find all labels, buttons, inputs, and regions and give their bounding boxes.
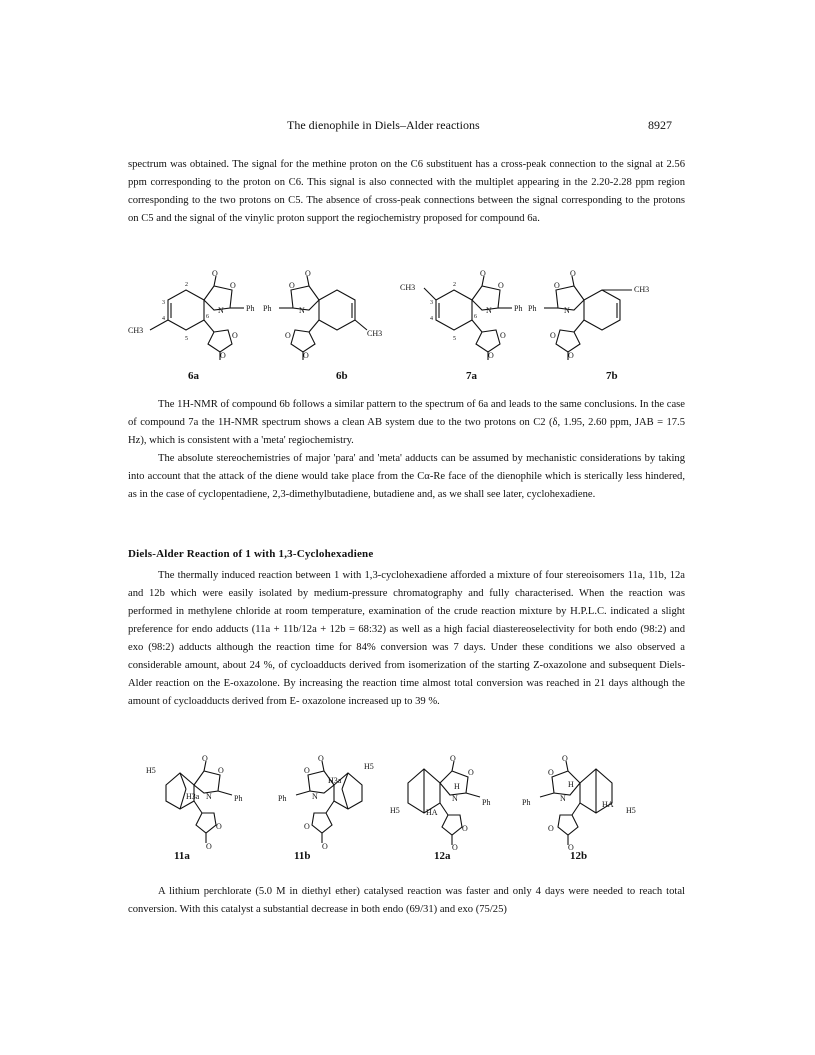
atom-label: O bbox=[450, 754, 456, 763]
structure-6b bbox=[263, 268, 393, 368]
atom-label: N bbox=[312, 792, 318, 801]
atom-label: CH3 bbox=[367, 329, 383, 338]
atom-label: H bbox=[568, 780, 574, 789]
atom-label: O bbox=[548, 768, 554, 777]
section-heading: Diels-Alder Reaction of 1 with 1,3-Cyclohexadiene bbox=[128, 548, 374, 560]
atom-label: O bbox=[220, 351, 226, 360]
atom-label: H5 bbox=[390, 806, 400, 815]
atom-label: O bbox=[206, 842, 212, 851]
atom-label: O bbox=[568, 843, 574, 852]
atom-label: O bbox=[568, 351, 574, 360]
atom-label: O bbox=[318, 754, 324, 763]
atom-label: Ph bbox=[522, 798, 531, 807]
atom-label: H5 bbox=[626, 806, 636, 815]
atom-label: Ph bbox=[528, 304, 537, 313]
atom-label: O bbox=[462, 824, 468, 833]
atom-number: 5 bbox=[185, 336, 188, 342]
atom-label: O bbox=[570, 269, 576, 278]
atom-label: O bbox=[452, 843, 458, 852]
atom-label: O bbox=[216, 822, 222, 831]
atom-number: 3 bbox=[430, 300, 433, 306]
compound-label-12b: 12b bbox=[570, 850, 588, 862]
compound-label-11a: 11a bbox=[174, 850, 190, 862]
paragraph-text: The 1H-NMR of compound 6b follows a similar pattern to the spectrum of 6a and leads to the same conclusions. In the case of compound 7a the 1H-NMR spectrum shows a clean AB system due to the two protons on C2 (δ, 1.95, 2.60 ppm, JAB = 17.5 Hz), which is consistent with a 'meta' regiochemistry. bbox=[128, 399, 685, 446]
atom-label: O bbox=[480, 269, 486, 278]
compound-label-11b: 11b bbox=[294, 850, 311, 862]
atom-number: 4 bbox=[162, 316, 165, 322]
atom-label: H5 bbox=[146, 766, 156, 775]
atom-label: H3a bbox=[328, 776, 342, 785]
atom-label: O bbox=[550, 331, 556, 340]
atom-label: N bbox=[486, 306, 492, 315]
atom-label: O bbox=[202, 754, 208, 763]
paragraph-text: The absolute stereochemistries of major 'para' and 'meta' adducts can be assumed by mechanistic considerations by taking into account that the attack of the diene would take place from the Cα-Re face of the dienophile which is sterically less hindered, as in the case of cyclopentadiene, 2,3-dimethylbutadiene, butadiene and, as we shall see later, cyclohexadiene. bbox=[128, 453, 685, 500]
structure-7a bbox=[396, 268, 536, 368]
atom-label: O bbox=[554, 281, 560, 290]
atom-label: O bbox=[289, 281, 295, 290]
atom-label: O bbox=[304, 822, 310, 831]
atom-label: CH3 bbox=[400, 283, 416, 292]
atom-label: HA bbox=[602, 800, 614, 809]
paragraph-text: spectrum was obtained. The signal for the methine proton on the C6 substituent has a cross-peak connection to the signal at 2.56 ppm corresponding to the proton on C6. This signal is also connected with the multiplet appearing in the 2.20-2.28 ppm region corresponding to the two protons on C5. The absence of cross-peak connections between the signal corresponding to the protons on C5 and the signal of the vinylic proton support the regiochemistry proposed for compound 6a. bbox=[128, 159, 685, 224]
scheme-adducts-6-7 bbox=[128, 268, 688, 388]
atom-number: 2 bbox=[453, 282, 456, 288]
atom-label: O bbox=[218, 766, 224, 775]
running-header-title: The dienophile in Diels–Alder reactions bbox=[287, 118, 480, 132]
paragraph-lithium-perchlorate bbox=[128, 883, 685, 919]
paragraph-cyclohexadiene-reaction bbox=[128, 567, 685, 711]
atom-label: N bbox=[206, 792, 212, 801]
paragraph-text: The thermally induced reaction between 1 with 1,3-cyclohexadiene afforded a mixture of four stereoisomers 11a, 11b, 12a and 12b which were easily isolated by medium-pressure chromatography and fully characterised. When the reaction was performed in methylene chloride at room temperature, examination of the crude reaction mixture by H.P.L.C. indicated a slight preference for endo adducts (11a + 11b/12a + 12b = 68:32) as well as a high facial diastereoselectivity for both endo (98:2) and exo (98:2) adducts although the reaction time for 84% conversion was 7 days. Under these conditions we also observed a considerable amount, about 24 %, of cycloadducts derived from isomerization of the starting Z-oxazolone and subsequent Diels-Alder reaction on the E-oxazolone. By increasing the reaction time almost total conversion was reached in 21 days although the amount of cycloadducts derived from E- oxazolone increased up to 39 %. bbox=[128, 570, 685, 707]
page-number: 8927 bbox=[648, 118, 672, 132]
atom-label: O bbox=[562, 754, 568, 763]
atom-label: O bbox=[322, 842, 328, 851]
atom-number: 6 bbox=[206, 314, 209, 320]
compound-label-7a: 7a bbox=[466, 370, 477, 382]
atom-label: Ph bbox=[246, 304, 255, 313]
atom-label: O bbox=[304, 766, 310, 775]
atom-label: O bbox=[500, 331, 506, 340]
atom-label: CH3 bbox=[634, 285, 650, 294]
compound-label-12a: 12a bbox=[434, 850, 451, 862]
atom-label: O bbox=[305, 269, 311, 278]
paragraph-cosy-analysis bbox=[128, 156, 685, 228]
atom-label: N bbox=[452, 794, 458, 803]
atom-label: N bbox=[218, 306, 224, 315]
atom-label: O bbox=[468, 768, 474, 777]
atom-label: N bbox=[564, 306, 570, 315]
atom-number: 6 bbox=[474, 314, 477, 320]
structure-12a bbox=[388, 755, 518, 855]
atom-label: O bbox=[285, 331, 291, 340]
atom-label: H bbox=[454, 782, 460, 791]
atom-label: N bbox=[299, 306, 305, 315]
atom-number: 5 bbox=[453, 336, 456, 342]
structure-11a bbox=[146, 755, 266, 855]
atom-label: O bbox=[488, 351, 494, 360]
atom-label: Ph bbox=[278, 794, 287, 803]
atom-label: Ph bbox=[234, 794, 243, 803]
atom-label: O bbox=[548, 824, 554, 833]
scheme-adducts-11-12 bbox=[128, 755, 688, 865]
atom-label: O bbox=[303, 351, 309, 360]
paragraph-nmr-6b-7a bbox=[128, 396, 685, 504]
structure-11b bbox=[268, 755, 388, 855]
atom-label: Ph bbox=[263, 304, 272, 313]
paragraph-text: A lithium perchlorate (5.0 M in diethyl ether) catalysed reaction was faster and only 4 days were needed to reach total conversion. With this catalyst a substantial decrease in both endo (69/31) and exo (75/25) bbox=[128, 886, 685, 915]
atom-label: H5 bbox=[364, 762, 374, 771]
structure-12b bbox=[520, 755, 650, 855]
atom-number: 3 bbox=[162, 300, 165, 306]
atom-label: Ph bbox=[482, 798, 491, 807]
structure-7b bbox=[528, 268, 668, 368]
atom-label: H3a bbox=[186, 792, 200, 801]
atom-label: Ph bbox=[514, 304, 523, 313]
atom-label: HA bbox=[426, 808, 438, 817]
structure-6a bbox=[128, 268, 268, 368]
atom-label: O bbox=[212, 269, 218, 278]
atom-label: O bbox=[230, 281, 236, 290]
atom-number: 2 bbox=[185, 282, 188, 288]
atom-label: O bbox=[498, 281, 504, 290]
atom-label: N bbox=[560, 794, 566, 803]
compound-label-7b: 7b bbox=[606, 370, 618, 382]
compound-label-6a: 6a bbox=[188, 370, 199, 382]
atom-label: CH3 bbox=[128, 326, 144, 335]
atom-label: O bbox=[232, 331, 238, 340]
compound-label-6b: 6b bbox=[336, 370, 348, 382]
atom-number: 4 bbox=[430, 316, 433, 322]
